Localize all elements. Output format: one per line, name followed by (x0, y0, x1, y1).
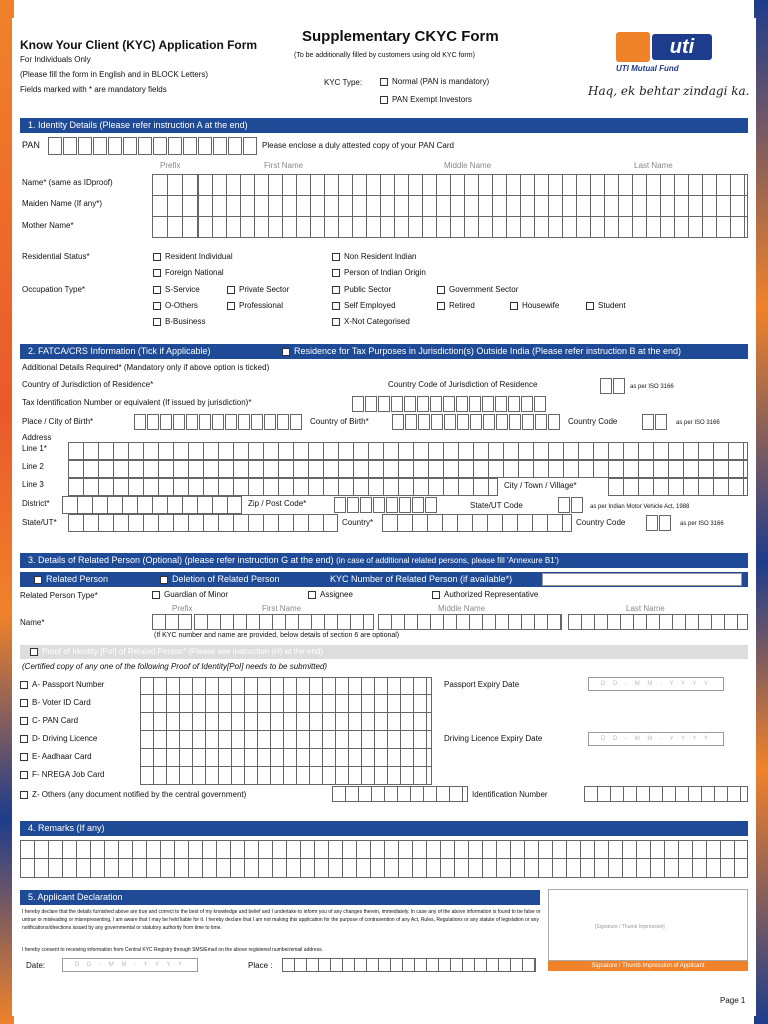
checkbox[interactable] (20, 717, 28, 725)
checkbox[interactable] (282, 348, 290, 356)
checkbox[interactable] (153, 318, 161, 326)
logo-wordmark: uti (652, 34, 712, 60)
city-label: City / Town / Village* (504, 481, 577, 490)
poi-bar: Proof of Identity [PoI] of Related Person* (Please see instruction (H) at the end) (20, 645, 748, 659)
assignee-option[interactable]: Assignee (308, 590, 353, 599)
checkbox[interactable] (34, 576, 42, 584)
header-line-3: Fields marked with * are mandatory fields (20, 85, 167, 94)
occ-housewife[interactable]: Housewife (510, 301, 559, 310)
occupation-label: Occupation Type* (22, 285, 86, 294)
logo-subtitle: UTI Mutual Fund (616, 64, 679, 73)
mv-act-note: as per Indian Motor Vehicle Act, 1988 (590, 504, 690, 510)
rp-middle-header: Middle Name (438, 604, 486, 613)
place-birth-label: Place / City of Birth* (22, 417, 94, 426)
authorized-rep-option[interactable]: Authorized Representative (432, 590, 538, 599)
prefix-header: Prefix (160, 161, 181, 170)
pio-option[interactable]: Person of Indian Origin (332, 268, 426, 277)
section-4-header: 4. Remarks (If any) (20, 821, 748, 836)
iso-note-2: as per ISO 3166 (676, 420, 720, 426)
checkbox[interactable] (332, 253, 340, 261)
nri-option[interactable]: Non Resident Indian (332, 252, 417, 261)
date-label: Date: (26, 961, 46, 970)
header-line-1: For Individuals Only (20, 55, 91, 64)
pan-label: PAN (22, 140, 40, 150)
occ-not-categorised[interactable]: X-Not Categorised (332, 317, 410, 326)
section-5-header: 5. Applicant Declaration (20, 890, 540, 905)
foreign-national-option[interactable]: Foreign National (153, 268, 224, 277)
section-3-header: 3. Details of Related Person (Optional) (please refer instruction G at the end) (in case of additional related persons, please fill 'Annexure B1') (20, 553, 748, 568)
form-page (12, 18, 756, 1016)
declaration-text-2: I hereby consent to receiving information from Central KYC Registry through SMS/Email on the above registered number/email address. (22, 947, 323, 953)
checkbox[interactable] (227, 302, 235, 310)
related-person-type-label: Related Person Type* (20, 591, 98, 600)
kyc-number-label: KYC Number of Related Person (if available*) (330, 574, 513, 584)
district-label: District* (22, 499, 50, 508)
state-label: State/UT* (22, 518, 57, 527)
rp-first-header: First Name (262, 604, 302, 613)
rp-first-input[interactable] (194, 614, 374, 630)
checkbox[interactable] (308, 591, 316, 599)
occ-retired[interactable]: Retired (437, 301, 475, 310)
rp-middle-input[interactable] (378, 614, 562, 630)
declaration-text-1: I hereby declare that the details furnished above are true and correct to the best of my knowledge and belief and I undertake to inform you of any changes therein, immediately. In case any of the above information is found to be false or untrue or misleading or misrepresenting, I am aware that I may be held liable for it. I hereby declare that I am not making this application for the purpose of contravention of any Act, Rules, Regulations or any statute of legislation or any notifications/directions issued by any governmental or statutory authority from time to time. (22, 909, 541, 931)
section-2-header: 2. FATCA/CRS Information (Tick if Applicable) Residence for Tax Purposes in Jurisdiction(s) Outside India (Please refer instruction B at the end) (20, 344, 748, 359)
occ-student[interactable]: Student (586, 301, 626, 310)
checkbox[interactable] (437, 286, 445, 294)
country-label: Country* (342, 518, 374, 527)
doc-driving-licence[interactable]: D- Driving Licence (20, 734, 97, 743)
checkbox[interactable] (227, 286, 235, 294)
state-code-label: State/UT Code (470, 501, 523, 510)
place-label: Place : (248, 961, 273, 970)
checkbox[interactable] (152, 591, 160, 599)
identification-number-label: Identification Number (472, 790, 548, 799)
country-code-residence-label: Country Code of Jurisdiction of Residence (388, 380, 538, 389)
checkbox[interactable] (380, 96, 388, 104)
rp-name-label: Name* (20, 618, 45, 627)
address-line3-input[interactable] (68, 478, 498, 496)
mother-name-label: Mother Name* (22, 221, 74, 230)
signature-box[interactable] (548, 889, 748, 961)
checkbox[interactable] (332, 269, 340, 277)
dl-expiry-input[interactable]: D D - M M - Y Y Y Y (588, 732, 724, 746)
doc-aadhaar[interactable]: E- Aadhaar Card (20, 752, 92, 761)
last-name-header: Last Name (634, 161, 673, 170)
pan-note: Please enclose a duly attested copy of your PAN Card (262, 141, 454, 150)
signature-placeholder: [Signature / Thumb Impression] (595, 924, 665, 930)
checkbox[interactable] (20, 681, 28, 689)
address-label: Address (22, 433, 52, 442)
checkbox[interactable] (153, 302, 161, 310)
zip-input[interactable] (334, 497, 438, 513)
country-residence-label: Country of Jurisdiction of Residence* (22, 380, 154, 389)
poi-number-grid[interactable] (140, 677, 432, 785)
kyc-type-normal[interactable]: Normal (PAN is mandatory) (380, 77, 489, 86)
country-code-residence-input[interactable] (600, 378, 626, 394)
rp-prefix-header: Prefix (172, 604, 193, 613)
passport-expiry-input[interactable]: D D - M M - Y Y Y Y (588, 677, 724, 691)
identification-number-input[interactable] (584, 786, 748, 802)
doc-others[interactable]: Z- Others (any document notified by the central government) (20, 790, 246, 799)
checkbox[interactable] (20, 735, 28, 743)
kyc-type-pan-exempt[interactable]: PAN Exempt Investors (380, 95, 472, 104)
signature-caption: Signature / Thumb Impression of Applicant (548, 961, 748, 971)
zip-label: Zip / Post Code* (248, 499, 307, 508)
checkbox[interactable] (332, 286, 340, 294)
checkbox[interactable] (20, 771, 28, 779)
occ-public-sector[interactable]: Public Sector (332, 285, 391, 294)
certified-note: (Certified copy of any one of the following Proof of Identity[PoI] needs to be submitted) (22, 662, 328, 671)
rp-last-header: Last Name (626, 604, 665, 613)
right-decorative-stripe (754, 0, 768, 1024)
declaration-date-input[interactable]: D D - M M - Y Y Y Y (62, 958, 198, 972)
prefix-grid[interactable] (152, 174, 198, 238)
doc-passport[interactable]: A- Passport Number (20, 680, 104, 689)
rp-last-input[interactable] (568, 614, 748, 630)
iso-note-1: as per ISO 3166 (630, 384, 674, 390)
kyc-note: (If KYC number and name are provided, below details of section 6 are optional) (154, 632, 400, 639)
pan-input[interactable] (48, 137, 258, 155)
deletion-check[interactable]: Deletion of Related Person (160, 572, 280, 587)
kyc-number-input[interactable] (542, 573, 742, 586)
related-person-check[interactable]: Related Person (34, 574, 108, 584)
maiden-name-label: Maiden Name (If any*) (22, 199, 103, 208)
guardian-option[interactable]: Guardian of Minor (152, 590, 228, 599)
district-input[interactable] (62, 496, 242, 514)
country-birth-label: Country of Birth* (310, 417, 369, 426)
checkbox[interactable] (510, 302, 518, 310)
page-number: Page 1 (720, 996, 746, 1005)
kyc-type-label: KYC Type: (324, 78, 363, 87)
country-code-input-2[interactable] (646, 515, 672, 531)
others-input[interactable] (332, 786, 468, 802)
header-line-2: (Please fill the form in English and in BLOCK Letters) (20, 70, 209, 79)
residential-status-label: Residential Status* (22, 252, 90, 261)
occ-self-employed[interactable]: Self Employed (332, 301, 396, 310)
address-line1-label: Line 1* (22, 444, 47, 453)
related-person-bar (20, 572, 748, 587)
checkbox[interactable] (160, 576, 168, 584)
address-line3-label: Line 3 (22, 480, 44, 489)
checkbox[interactable] (380, 78, 388, 86)
name-label: Name* (same as IDproof) (22, 178, 113, 187)
tin-label: Tax Identification Number or equivalent (If issued by jurisdiction)* (22, 398, 252, 407)
dl-expiry-label: Driving Licence Expiry Date (444, 734, 543, 743)
checkbox[interactable] (20, 791, 28, 799)
checkbox[interactable] (153, 286, 161, 294)
country-birth-input[interactable] (392, 414, 561, 430)
declaration-place-input[interactable] (282, 958, 536, 972)
checkbox[interactable] (432, 591, 440, 599)
poi-checkbox[interactable] (30, 648, 38, 656)
country-code-input-1[interactable] (642, 414, 668, 430)
section-1-header: 1. Identity Details (Please refer instruction A at the end) (20, 118, 748, 133)
tin-input[interactable] (352, 396, 547, 412)
checkbox[interactable] (20, 699, 28, 707)
middle-name-header: Middle Name (444, 161, 492, 170)
resident-individual-option[interactable]: Resident Individual (153, 252, 233, 261)
form-title-left: Know Your Client (KYC) Application Form (20, 38, 258, 52)
iso-note-3: as per ISO 3166 (680, 521, 724, 527)
place-birth-input[interactable] (134, 414, 303, 430)
state-code-input[interactable] (558, 497, 584, 513)
country-code-label-1: Country Code (568, 417, 618, 426)
occ-b-business[interactable]: B-Business (153, 317, 205, 326)
doc-pan-card[interactable]: C- PAN Card (20, 716, 78, 725)
form-title-center: Supplementary CKYC Form (302, 28, 499, 45)
passport-expiry-label: Passport Expiry Date (444, 680, 520, 689)
sun-emblem-icon (616, 32, 650, 62)
checkbox[interactable] (153, 269, 161, 277)
country-input[interactable] (382, 514, 572, 532)
checkbox[interactable] (437, 302, 445, 310)
checkbox[interactable] (586, 302, 594, 310)
rp-prefix-input[interactable] (152, 614, 192, 630)
form-subtitle: (To be additionally filled by customers using old KYC form) (294, 52, 475, 59)
address-line1-input[interactable] (68, 442, 748, 460)
doc-nrega[interactable]: F- NREGA Job Card (20, 770, 104, 779)
checkbox[interactable] (332, 302, 340, 310)
city-input[interactable] (608, 478, 748, 496)
occ-professional[interactable]: Professional (227, 301, 283, 310)
name-grid[interactable] (198, 174, 748, 238)
fatca-tick[interactable]: Residence for Tax Purposes in Jurisdiction(s) Outside India (Please refer instruction B at the end) (282, 344, 681, 359)
tagline: Haq, ek behtar zindagi ka. (588, 84, 750, 98)
occ-government-sector[interactable]: Government Sector (437, 285, 518, 294)
country-code-label-2: Country Code (576, 518, 626, 527)
remarks-grid[interactable] (20, 840, 748, 878)
address-line2-input[interactable] (68, 460, 748, 478)
checkbox[interactable] (332, 318, 340, 326)
occ-s-service[interactable]: S-Service (153, 285, 200, 294)
checkbox[interactable] (153, 253, 161, 261)
uti-logo (612, 32, 720, 78)
occ-o-others[interactable]: O-Others (153, 301, 198, 310)
additional-details-label: Additional Details Required* (Mandatory only if above option is ticked) (22, 363, 270, 372)
state-input[interactable] (68, 514, 338, 532)
address-line2-label: Line 2 (22, 462, 44, 471)
doc-voter-id[interactable]: B- Voter ID Card (20, 698, 91, 707)
occ-private-sector[interactable]: Private Sector (227, 285, 289, 294)
checkbox[interactable] (20, 753, 28, 761)
first-name-header: First Name (264, 161, 304, 170)
